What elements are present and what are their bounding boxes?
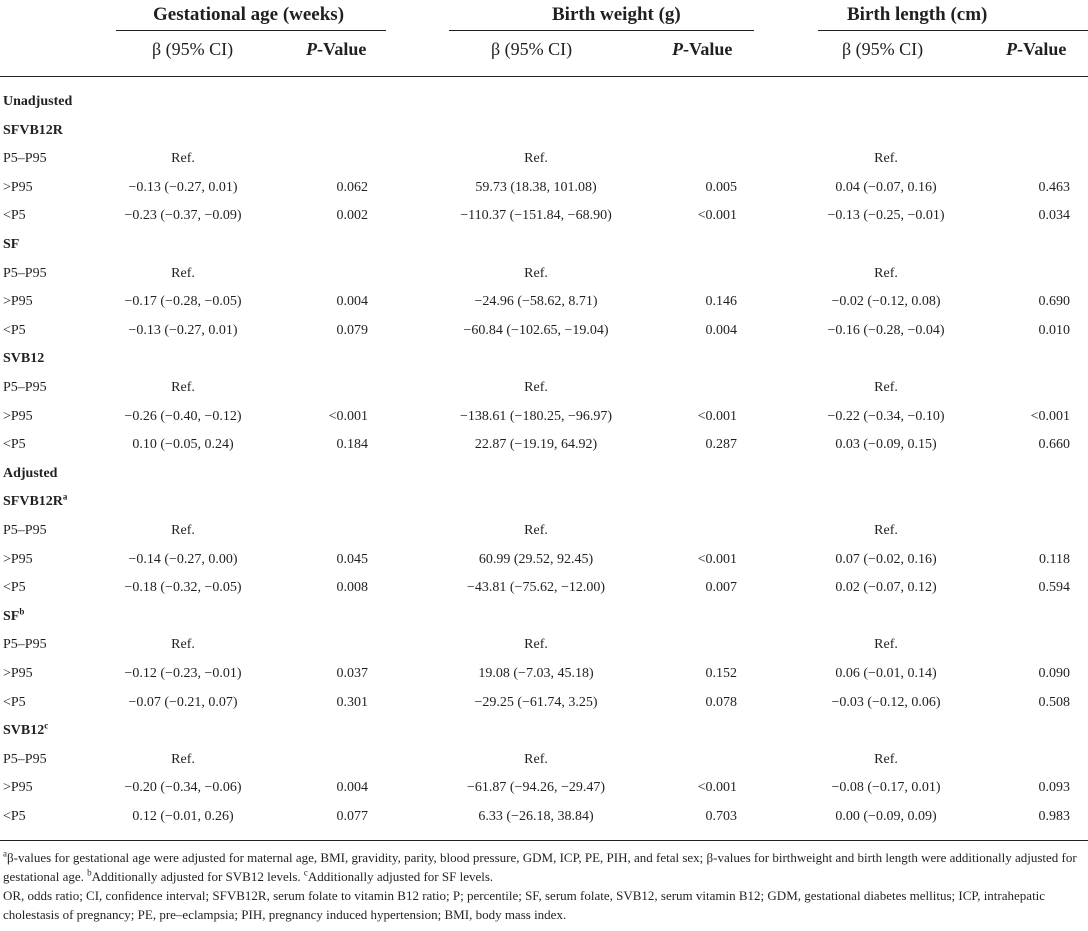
footer-rule [0,840,1088,841]
cell-ga: −0.18 (−0.32, −0.05) [124,580,242,596]
cell-bl: −0.02 (−0.12, 0.08) [831,294,941,310]
cell-bw: −138.61 (−180.25, −96.97) [459,408,613,424]
subheader-pvalue-bw [672,40,732,58]
cell-bl-p: 0.090 [1038,666,1070,681]
cell-bw: 60.99 (29.52, 92.45) [478,551,594,567]
cell-bw: Ref. [524,265,548,281]
cell-bw: Ref. [524,151,548,167]
cell-bw: −29.25 (−61.74, 3.25) [474,694,598,710]
cell-bl-p: 0.118 [1039,551,1070,567]
section-title: Unadjusted [3,94,73,109]
cell-ga: Ref. [171,637,195,653]
footnote-abbreviations: OR, odds ratio; CI, confidence interval; SFVB12R, serum folate to vitamin B12 ratio; P; percentile; SF, serum folate, SVB12, serum vitamin B12; GDM, gestational diabetes mellitus; ICP, intrahepatic cholestasis of pregnancy; PE, pre–eclampsia; PIH, pregnancy induced hypertension; BMI, body mass index. [3,888,1046,922]
cell-ga: −0.20 (−0.34, −0.06) [124,780,242,796]
cell-ga-p: 0.008 [336,580,368,596]
cell-bw: Ref. [524,380,548,395]
cell-bl: Ref. [874,751,898,767]
cell-bl: Ref. [874,265,898,281]
cell-bw: 59.73 (18.38, 101.08) [475,179,597,195]
cell-ga: −0.17 (−0.28, −0.05) [124,294,242,310]
row-label: <P5 [3,208,26,224]
cell-bw-p: 0.146 [705,294,737,310]
cell-bw-p: <0.001 [697,408,737,424]
cell-bw-p: 0.078 [705,694,737,710]
cell-bl: Ref. [874,637,898,653]
section-title: Adjusted [3,465,58,481]
cell-bl: 0.07 (−0.02, 0.16) [835,551,937,567]
cell-bl: −0.13 (−0.25, −0.01) [827,208,945,224]
cell-bw: 19.08 (−7.03, 45.18) [478,666,594,681]
row-label: <P5 [3,694,26,710]
cell-bw-p: <0.001 [697,551,737,567]
cell-bw-p: <0.001 [697,780,737,796]
cell-bw: 6.33 (−26.18, 38.84) [478,809,594,824]
header-underline-bl [818,30,1088,31]
header-gestational-age: Gestational age (weeks) [153,4,345,25]
row-label: >P95 [3,179,33,195]
cell-bw-p: <0.001 [697,208,737,224]
cell-ga: −0.12 (−0.23, −0.01) [124,666,242,681]
subheader-beta-ga: β (95% CI) [152,39,234,59]
header-underline-ga [116,30,386,31]
cell-bl: −0.22 (−0.34, −0.10) [827,408,945,424]
cell-ga: −0.13 (−0.27, 0.01) [128,322,238,338]
subheader-pvalue-bl [1006,40,1066,58]
row-label: <P5 [3,437,26,453]
pvalue-suffix: -Value [317,39,367,59]
cell-bw: −24.96 (−58.62, 8.71) [474,294,598,310]
cell-bl-p: 0.983 [1038,809,1070,824]
variable-footnote-mark: b [19,606,25,617]
cell-bw: −43.81 (−75.62, −12.00) [466,580,606,596]
footnote-mark-a: a [3,848,7,859]
cell-bw-p: 0.703 [705,809,737,824]
row-label: <P5 [3,580,26,596]
cell-bw: −110.37 (−151.84, −68.90) [460,208,612,224]
cell-bl-p: 0.690 [1038,294,1070,310]
cell-ga-p: 0.062 [336,179,368,195]
cell-bw-p: 0.287 [705,437,737,453]
cell-ga: −0.14 (−0.27, 0.00) [128,551,238,567]
cell-bl-p: 0.010 [1038,322,1070,338]
header-rule [0,76,1088,77]
subheader-pvalue-ga [306,40,366,58]
cell-ga: −0.07 (−0.21, 0.07) [128,694,238,710]
cell-ga-p: 0.045 [336,551,368,567]
variable-name: SVB12 [3,723,45,739]
header-underline-bw [449,30,754,31]
variable-heading [3,124,63,138]
footnote-mark-c: c [303,867,308,878]
cell-ga: −0.13 (−0.27, 0.01) [128,179,238,195]
cell-bl: 0.02 (−0.07, 0.12) [835,580,937,596]
pvalue-italic: P [672,39,683,59]
variable-name: SFVB12R [3,122,63,138]
row-label: >P95 [3,666,33,681]
row-label: <P5 [3,809,26,824]
row-label: P5–P95 [3,151,47,167]
variable-name: SVB12 [3,351,45,367]
pvalue-suffix: -Value [1017,39,1067,59]
footnote-mark-b: b [87,867,92,878]
cell-bl-p: 0.594 [1038,580,1070,596]
cell-ga-p: 0.004 [336,294,368,310]
cell-bl: Ref. [874,151,898,167]
header-birth-weight: Birth weight (g) [552,4,681,25]
cell-ga-p: 0.184 [336,437,368,453]
footnote-adjustment [3,848,1085,886]
cell-ga-p: <0.001 [328,408,368,424]
cell-ga: 0.12 (−0.01, 0.26) [132,809,234,824]
row-label: >P95 [3,408,33,424]
cell-ga-p: 0.301 [336,694,368,710]
cell-ga-p: 0.037 [336,666,368,681]
row-label: <P5 [3,322,26,338]
row-label: P5–P95 [3,265,47,281]
cell-bl-p: <0.001 [1030,408,1070,424]
subheader-beta-bw: β (95% CI) [491,39,573,59]
variable-name: SF [3,608,20,624]
footnote-a-text: β-values for gestational age were adjusted for maternal age, BMI, gravidity, parity, blood pressure, GDM, ICP, PE, PIH, and fetal sex; β-values for birthweight and birth length were additionally adjusted for gestational age. [3,850,1077,884]
subheader-beta-bl: β (95% CI) [842,39,924,59]
cell-bl: 0.04 (−0.07, 0.16) [835,179,937,195]
cell-ga-p: 0.004 [336,780,368,796]
variable-heading [3,606,25,624]
cell-bl: −0.03 (−0.12, 0.06) [831,694,941,710]
cell-bl: Ref. [874,523,898,538]
row-label: P5–P95 [3,380,47,395]
variable-heading [3,491,68,510]
cell-bl-p: 0.508 [1038,694,1070,710]
cell-ga: Ref. [171,523,195,538]
variable-name: SFVB12R [3,494,63,510]
row-label: >P95 [3,551,33,567]
cell-ga: −0.23 (−0.37, −0.09) [124,208,242,224]
row-label: P5–P95 [3,637,47,653]
cell-bl-p: 0.660 [1038,437,1070,453]
footnote-c-text: Additionally adjusted for SF levels. [307,869,494,884]
cell-bl-p: 0.463 [1038,179,1070,195]
header-birth-length: Birth length (cm) [847,4,988,25]
cell-bw-p: 0.007 [705,580,737,596]
variable-heading [3,720,49,739]
row-label: P5–P95 [3,751,47,767]
cell-ga: Ref. [171,151,195,167]
cell-bw: 22.87 (−19.19, 64.92) [474,437,598,453]
variable-footnote-mark: c [44,720,49,731]
cell-bw: −60.84 (−102.65, −19.04) [463,322,609,338]
cell-ga: Ref. [171,751,195,767]
variable-heading [3,238,19,252]
cell-ga: 0.10 (−0.05, 0.24) [132,437,234,453]
cell-ga-p: 0.077 [336,809,368,824]
cell-bl: 0.03 (−0.09, 0.15) [835,437,937,453]
cell-ga-p: 0.079 [336,322,368,338]
pvalue-suffix: -Value [683,39,733,59]
cell-bl: 0.06 (−0.01, 0.14) [835,666,937,681]
cell-bl: 0.00 (−0.09, 0.09) [835,809,937,824]
pvalue-italic: P [306,39,317,59]
cell-bl-p: 0.034 [1038,208,1070,224]
cell-bw-p: 0.005 [705,179,737,195]
cell-bw: Ref. [524,523,548,538]
pvalue-italic: P [1006,39,1017,59]
cell-ga-p: 0.002 [336,208,368,224]
row-label: >P95 [3,780,33,796]
variable-footnote-mark: a [62,491,68,502]
cell-bw-p: 0.004 [705,322,737,338]
cell-bl: Ref. [874,380,898,395]
row-label: P5–P95 [3,523,47,538]
footnote-b-text: Additionally adjusted for SVB12 levels. [91,869,304,884]
cell-ga: −0.26 (−0.40, −0.12) [124,408,242,424]
variable-name: SF [3,237,20,252]
row-label: >P95 [3,294,33,310]
cell-bw: Ref. [524,751,548,767]
cell-bl-p: 0.093 [1038,780,1070,796]
cell-bw: Ref. [524,637,548,653]
cell-bl: −0.16 (−0.28, −0.04) [827,322,945,338]
cell-ga: Ref. [171,265,195,281]
cell-ga: Ref. [171,380,195,395]
cell-bw: −61.87 (−94.26, −29.47) [466,780,606,796]
variable-heading [3,352,44,366]
cell-bw-p: 0.152 [705,666,737,681]
cell-bl: −0.08 (−0.17, 0.01) [831,780,941,796]
